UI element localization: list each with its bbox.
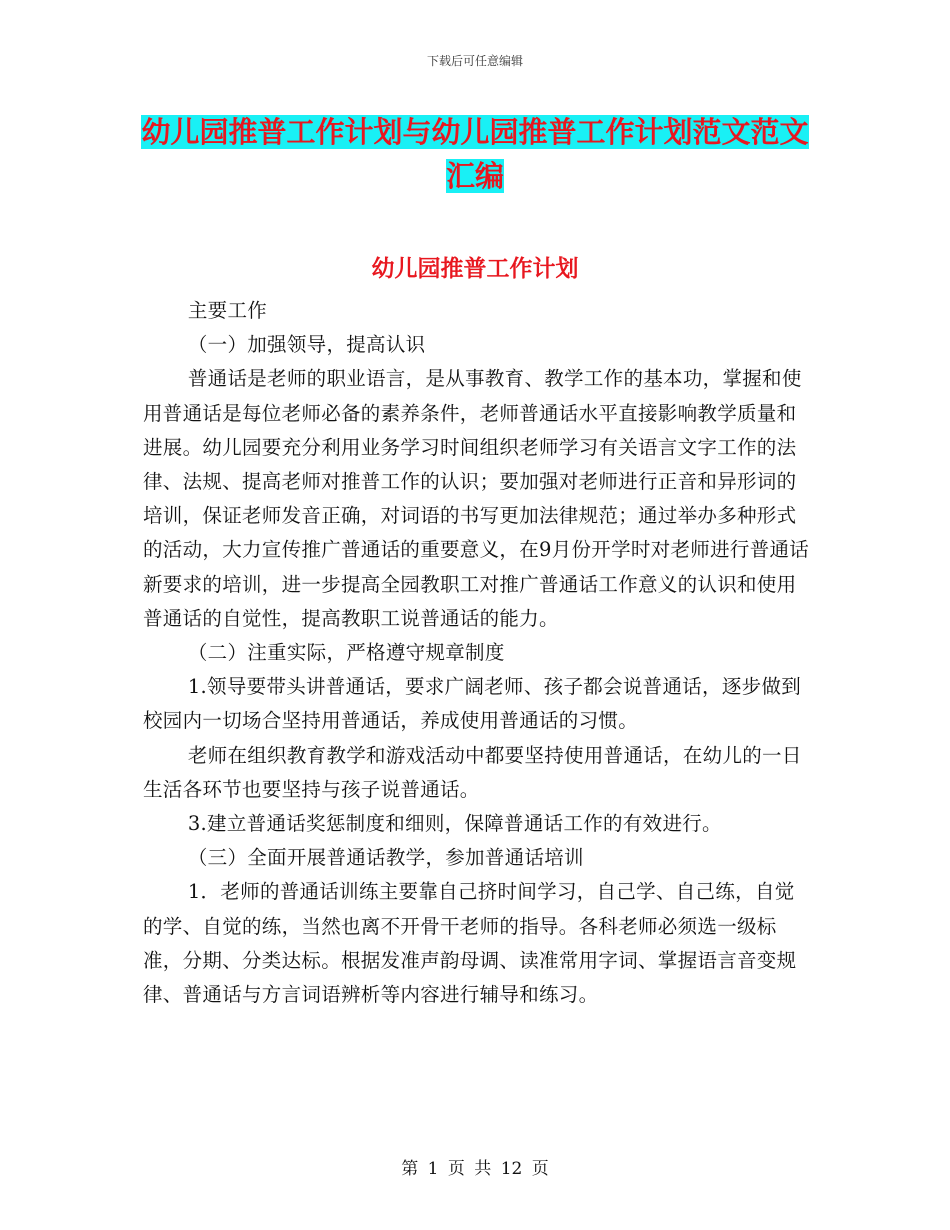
page-header-note: 下载后可任意编辑 (426, 54, 523, 68)
page-number-footer: 第 1 页 共 12 页 (401, 1159, 549, 1179)
subheading-3: （三）全面开展普通话教学，参加普通话培训 (187, 846, 584, 870)
document-title-line-2: 汇编 (445, 159, 504, 193)
document-title-line-1: 幼儿园推普工作计划与幼儿园推普工作计划范文范文 (141, 115, 809, 149)
section-title: 幼儿园推普工作计划 (371, 256, 579, 282)
document-body (143, 294, 813, 1012)
subheading-2: （二）注重实际，严格遵守规章制度 (187, 641, 505, 665)
subheading-1: （一）加强领导，提高认识 (187, 333, 426, 357)
paragraph: 1.领导要带头讲普通话，要求广阔老师、孩子都会说普通话，逐步做到校园内一切场合坚持用普通话，养成使用普通话的习惯。 (143, 675, 802, 733)
heading-main-work: 主要工作 (187, 299, 268, 322)
paragraph: 3.建立普通话奖惩制度和细则，保障普通话工作的有效进行。 (187, 812, 722, 836)
document-title (130, 110, 820, 198)
paragraph: 老师在组织教育教学和游戏活动中都要坚持使用普通话，在幼儿的一日生活各环节也要坚持与孩子说普通话。 (143, 743, 802, 801)
paragraph: 普通话是老师的职业语言，是从事教育、教学工作的基本功，掌握和使用普通话是每位老师必备的素养条件，老师普通话水平直接影响教学质量和进展。幼儿园要充分利用业务学习时间组织老师学习有关语言文字工作的法律、法规、提高老师对推普工作的认识；要加强对老师进行正音和异形词的培训，保证老师发音正确，对词语的书写更加法律规范；通过举办多种形式的活动，大力宣传推广普通话的重要意义，在9月份开学时对老师进行普通话新要求的培训，进一步提高全园教职工对推广普通话工作意义的认识和使用普通话的自觉性，提高教职工说普通话的能力。 (143, 367, 810, 630)
paragraph: 1．老师的普通话训练主要靠自己挤时间学习，自己学、自己练，自觉的学、自觉的练，当然也离不开骨干老师的指导。各科老师必须选一级标准，分期、分类达标。根据发准声韵母调、读准常用字词、掌握语言音变规律、普通话与方言词语辨析等内容进行辅导和练习。 (143, 880, 797, 1007)
